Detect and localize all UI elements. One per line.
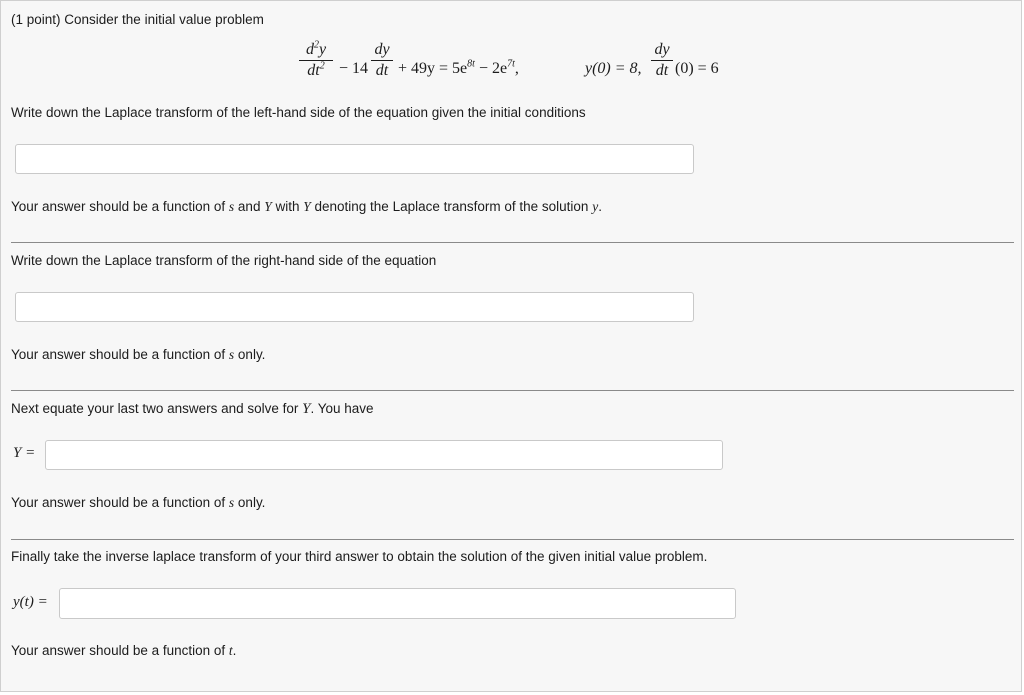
y-of-t-input-label: y(t) =	[13, 594, 48, 610]
section1-hint: Your answer should be a function of s and Y with Y denoting the Laplace transform of the solution y.	[11, 199, 602, 214]
initial-condition-tail: (0) = 6	[675, 60, 719, 77]
section2-prompt: Write down the Laplace transform of the right-hand side of the equation	[11, 253, 437, 268]
first-derivative-fraction: dy dt	[371, 41, 393, 80]
problem-intro: (1 point) Consider the initial value problem	[11, 12, 264, 27]
section2-hint: Your answer should be a function of s only.	[11, 347, 266, 362]
initial-condition-derivative-fraction: dy dt	[651, 41, 673, 80]
rhs-laplace-input[interactable]	[15, 292, 694, 322]
section3-hint: Your answer should be a function of s only.	[11, 495, 266, 510]
divider	[11, 539, 1014, 540]
divider	[11, 242, 1014, 243]
second-derivative-fraction: $d^2y$ $dt^2$	[299, 41, 333, 80]
term-minus-14: − 14	[339, 60, 369, 77]
lhs-laplace-input[interactable]	[15, 144, 694, 174]
equation-rhs: + $49y = 5e^{8t} - 2e^{7t}$,	[398, 58, 519, 77]
differential-equation	[299, 41, 739, 97]
section4-prompt: Finally take the inverse laplace transform of your third answer to obtain the solution of the given initial value problem.	[11, 549, 708, 564]
y-capital-input[interactable]	[45, 440, 723, 470]
y-of-t-input[interactable]	[59, 588, 736, 619]
initial-condition-y0: y(0) = 8,	[585, 60, 642, 77]
y-input-label: Y =	[13, 445, 36, 461]
section3-prompt: Next equate your last two answers and solve for Y. You have	[11, 401, 374, 417]
divider	[11, 390, 1014, 391]
section4-hint: Your answer should be a function of t.	[11, 643, 237, 658]
section1-prompt: Write down the Laplace transform of the left-hand side of the equation given the initial conditions	[11, 105, 586, 120]
